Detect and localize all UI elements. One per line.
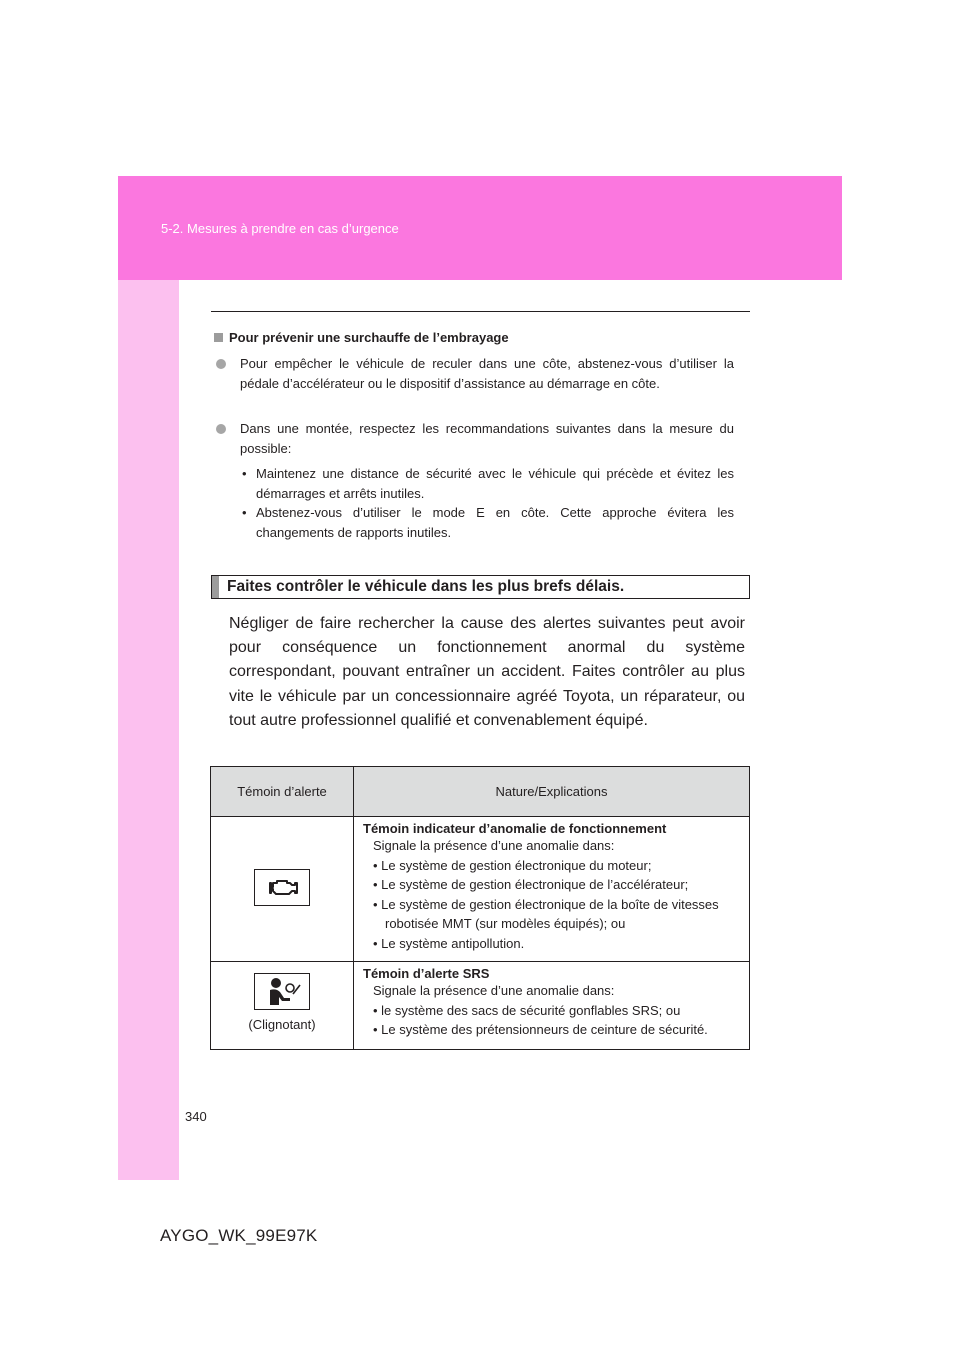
clutch-bullet-1 (216, 354, 734, 393)
row-title: Témoin d’alerte SRS (363, 966, 490, 981)
list-item: • Le système antipollution. (373, 935, 525, 951)
list-item: • Le système des prétensionneurs de ceinture de sécurité. (373, 1022, 708, 1037)
bullet-text: Pour empêcher le véhicule de reculer dans une côte, abstenez-vous d’utiliser la pédale d’accélérateur ou le dispositif d’assistance au démarrage en côte. (240, 356, 734, 391)
clutch-title-text: Pour prévenir une surchauffe de l’embrayage (229, 330, 509, 345)
clutch-sub-item-2 (242, 503, 734, 542)
bullet-text: Dans une montée, respectez les recommandations suivantes dans la mesure du possible: (240, 421, 734, 456)
clutch-bullet-2 (216, 419, 734, 458)
table-row (211, 817, 750, 962)
circle-bullet-icon (216, 359, 226, 369)
row-intro: Signale la présence d’une anomalie dans: (373, 983, 615, 998)
list-item: • Le système de gestion électronique de la boîte de vitesses robotisée MMT (sur modèles équipés); ou (373, 896, 719, 931)
side-band (118, 280, 179, 1180)
square-bullet-icon (214, 333, 223, 342)
row-intro: Signale la présence d’une anomalie dans: (373, 838, 615, 853)
table-header-row (211, 767, 750, 817)
warning-lights-table (210, 766, 750, 1050)
document-code: AYGO_WK_99E97K (160, 1226, 318, 1245)
sub-text: Abstenez-vous d’utiliser le mode E en côte. Cette approche évitera les changements de rapports inutiles. (256, 505, 734, 540)
heading-bar (212, 576, 219, 598)
col-header-nature: Nature/Explications (354, 767, 750, 817)
engine-icon (254, 869, 310, 906)
blinking-caption: (Clignotant) (248, 1017, 316, 1032)
table-row (211, 962, 750, 1050)
row-body (373, 981, 748, 1040)
explanation-cell (354, 817, 750, 962)
heading-text: Faites contrôler le véhicule dans les plus brefs délais. (227, 578, 625, 595)
divider (211, 311, 750, 312)
clutch-section-title (214, 330, 509, 345)
list-item: • Le système de gestion électronique de l’accélérateur; (373, 877, 689, 892)
section-header: 5-2. Mesures à prendre en cas d’urgence (161, 221, 399, 236)
explanation-cell (354, 962, 750, 1050)
warning-light-cell (211, 817, 354, 962)
row-title: Témoin indicateur d’anomalie de fonctionnement (363, 821, 667, 836)
sub-bullet-mark: • (242, 505, 247, 520)
list-item: • le système des sacs de sécurité gonflables SRS; ou (373, 1002, 681, 1018)
page-number: 340 (185, 1109, 207, 1124)
row-body (373, 836, 748, 953)
col-header-warning-light: Témoin d’alerte (211, 767, 354, 817)
sub-bullet-mark: • (242, 466, 247, 481)
list-item: • Le système de gestion électronique du moteur; (373, 857, 652, 873)
inspection-heading (211, 575, 750, 599)
warning-light-cell (211, 962, 354, 1050)
clutch-sub-item-1 (242, 464, 734, 503)
circle-bullet-icon (216, 424, 226, 434)
sub-text: Maintenez une distance de sécurité avec le véhicule qui précède et évitez les démarrages et arrêts inutiles. (256, 466, 734, 501)
inspection-paragraph: Négliger de faire rechercher la cause des alertes suivantes peut avoir pour conséquence un fonctionnement anormal du système correspondant, pouvant entraîner un accident. Faites contrôler au plus vite le véhicule par un concessionnaire agréé Toyota, un réparateur, ou tout autre professionnel qualifié et convenablement équipé. (229, 615, 745, 729)
airbag-person-icon (254, 973, 310, 1010)
